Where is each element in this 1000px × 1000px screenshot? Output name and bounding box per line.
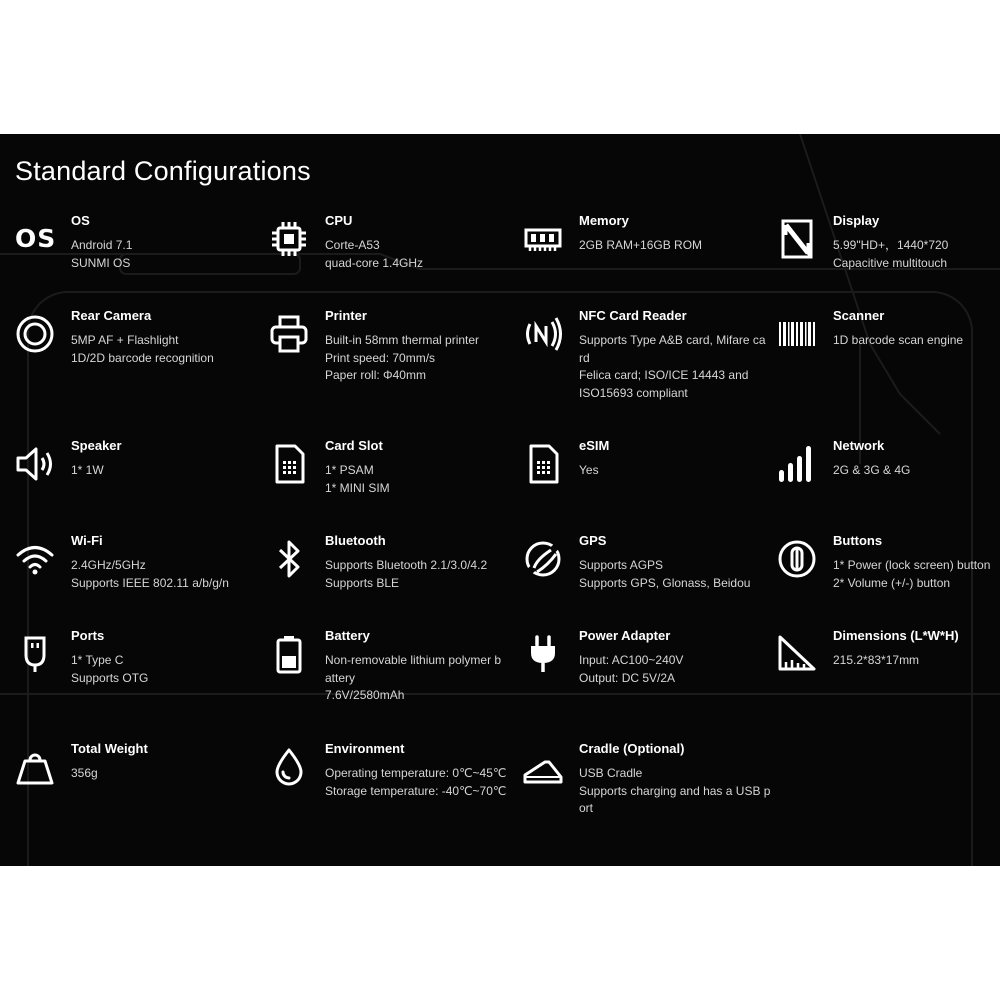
- page-title: Standard Configurations: [15, 156, 311, 186]
- spec-detail-line: 2* Volume (+/-) button: [833, 575, 951, 590]
- spec-details: [325, 237, 513, 272]
- spec-name: Dimensions (L*W*H): [833, 628, 959, 643]
- spec-details: [579, 462, 767, 480]
- spec-detail-line: 2GB RAM+16GB ROM: [579, 238, 703, 252]
- signal-bars-icon: [777, 444, 817, 484]
- spec-details: [325, 557, 513, 592]
- spec-detail-line: 2G & 3G & 4G: [833, 463, 911, 477]
- spec-detail-line: Storage temperature: -40℃~70℃: [325, 783, 507, 798]
- spec-details: [325, 462, 513, 497]
- sim-card-icon: [269, 444, 309, 484]
- spec-details: [71, 462, 259, 480]
- cpu-chip-icon: [269, 219, 309, 259]
- spec-details: [325, 332, 513, 385]
- spec-name: Scanner: [833, 308, 885, 323]
- spec-detail-line: Paper roll: Φ40mm: [325, 368, 426, 382]
- spec-detail-line: attery: [325, 670, 356, 685]
- spec-name: OS: [71, 213, 90, 228]
- spec-details: [579, 557, 767, 592]
- spec-detail-line: Built-in 58mm thermal printer: [325, 333, 480, 347]
- barcode-icon: [777, 314, 817, 354]
- spec-detail-line: Android 7.1: [71, 238, 133, 252]
- spec-details: [71, 332, 259, 367]
- usb-port-icon: [15, 634, 55, 674]
- spec-detail-line: 1D/2D barcode recognition: [71, 350, 214, 365]
- spec-detail-line: Yes: [579, 463, 599, 477]
- spec-detail-line: Felica card; ISO/ICE 14443 and: [579, 368, 749, 382]
- printer-icon: [269, 314, 309, 354]
- spec-detail-line: Supports AGPS: [579, 558, 664, 572]
- spec-name: eSIM: [579, 438, 610, 453]
- wifi-icon: [15, 539, 55, 579]
- power-button-icon: [777, 539, 817, 579]
- spec-detail-line: USB Cradle: [579, 766, 643, 780]
- spec-details: [579, 332, 767, 402]
- spec-details: [833, 462, 1000, 480]
- spec-name: Ports: [71, 628, 105, 643]
- spec-detail-line: Operating temperature: 0℃~45℃: [325, 766, 507, 780]
- os-icon: OS: [15, 224, 57, 253]
- spec-detail-line: Output: DC 5V/2A: [579, 670, 676, 685]
- cradle-icon: [523, 747, 563, 787]
- spec-details: [71, 557, 259, 592]
- spec-details: [833, 557, 1000, 592]
- spec-detail-line: 356g: [71, 766, 98, 780]
- spec-detail-line: 1* MINI SIM: [325, 480, 390, 495]
- spec-details: [833, 652, 1000, 670]
- spec-detail-line: 7.6V/2580mAh: [325, 688, 405, 702]
- spec-detail-line: 1* 1W: [71, 463, 104, 477]
- spec-detail-line: rd: [579, 350, 590, 365]
- spec-detail-line: Corte-A53: [325, 238, 380, 252]
- gps-icon: [523, 539, 563, 579]
- spec-name: CPU: [325, 213, 353, 228]
- spec-name: Speaker: [71, 438, 122, 453]
- memory-ram-icon: [523, 219, 563, 259]
- bluetooth-icon: [269, 539, 309, 579]
- spec-details: [579, 652, 767, 687]
- spec-detail-line: Supports Type A&B card, Mifare ca: [579, 333, 766, 347]
- spec-detail-line: ISO15693 compliant: [579, 385, 688, 400]
- spec-name: Memory: [579, 213, 629, 228]
- spec-detail-line: 215.2*83*17mm: [833, 653, 920, 667]
- spec-name: Card Slot: [325, 438, 383, 453]
- spec-detail-line: 5.99"HD+，1440*720: [833, 238, 949, 252]
- display-icon: [777, 219, 817, 259]
- spec-name: Display: [833, 213, 880, 228]
- nfc-icon: [523, 314, 563, 354]
- spec-detail-line: ort: [579, 801, 594, 815]
- spec-detail-line: 5MP AF + Flashlight: [71, 333, 179, 347]
- spec-name: Buttons: [833, 533, 883, 548]
- spec-detail-line: 2.4GHz/5GHz: [71, 558, 146, 572]
- spec-name: Power Adapter: [579, 628, 671, 643]
- spec-details: [833, 237, 1000, 272]
- spec-detail-line: Input: AC100~240V: [579, 653, 684, 667]
- spec-details: [579, 237, 767, 255]
- spec-name: Cradle (Optional): [579, 741, 685, 756]
- spec-details: [71, 652, 259, 687]
- spec-name: Total Weight: [71, 741, 148, 756]
- spec-panel: [0, 134, 1000, 866]
- dimensions-icon: [777, 634, 817, 674]
- esim-icon: [523, 444, 563, 484]
- power-plug-icon: [523, 634, 563, 674]
- spec-details: [579, 765, 771, 818]
- weight-icon: [15, 747, 55, 787]
- spec-name: GPS: [579, 533, 607, 548]
- spec-detail-line: Supports Bluetooth 2.1/3.0/4.2: [325, 558, 488, 572]
- spec-detail-line: Supports GPS, Glonass, Beidou: [579, 575, 751, 590]
- spec-detail-line: Non-removable lithium polymer b: [325, 653, 502, 667]
- spec-name: Wi-Fi: [71, 533, 103, 548]
- spec-name: Battery: [325, 628, 370, 643]
- spec-detail-line: Supports IEEE 802.11 a/b/g/n: [71, 575, 229, 590]
- spec-detail-line: Supports OTG: [71, 670, 149, 685]
- spec-details: [71, 237, 259, 272]
- camera-lens-icon: [15, 314, 55, 354]
- spec-detail-line: Capacitive multitouch: [833, 255, 948, 270]
- spec-name: Rear Camera: [71, 308, 152, 323]
- spec-name: Printer: [325, 308, 367, 323]
- spec-name: Environment: [325, 741, 405, 756]
- spec-detail-line: Supports BLE: [325, 575, 400, 590]
- water-drop-icon: [269, 747, 309, 787]
- spec-details: [325, 652, 513, 705]
- spec-name: Bluetooth: [325, 533, 386, 548]
- spec-details: [833, 332, 1000, 350]
- battery-icon: [269, 634, 309, 674]
- spec-detail-line: quad-core 1.4GHz: [325, 255, 424, 270]
- spec-name: Network: [833, 438, 885, 453]
- spec-detail-line: 1* Power (lock screen) button: [833, 558, 991, 572]
- spec-detail-line: Print speed: 70mm/s: [325, 350, 436, 365]
- spec-details: [325, 765, 513, 800]
- spec-detail-line: Supports charging and has a USB p: [579, 783, 771, 798]
- spec-detail-line: 1* PSAM: [325, 463, 374, 477]
- spec-name: NFC Card Reader: [579, 308, 687, 323]
- speaker-icon: [15, 444, 55, 484]
- spec-detail-line: 1D barcode scan engine: [833, 333, 964, 347]
- spec-detail-line: SUNMI OS: [71, 255, 131, 270]
- spec-detail-line: 1* Type C: [71, 653, 124, 667]
- spec-details: [71, 765, 259, 783]
